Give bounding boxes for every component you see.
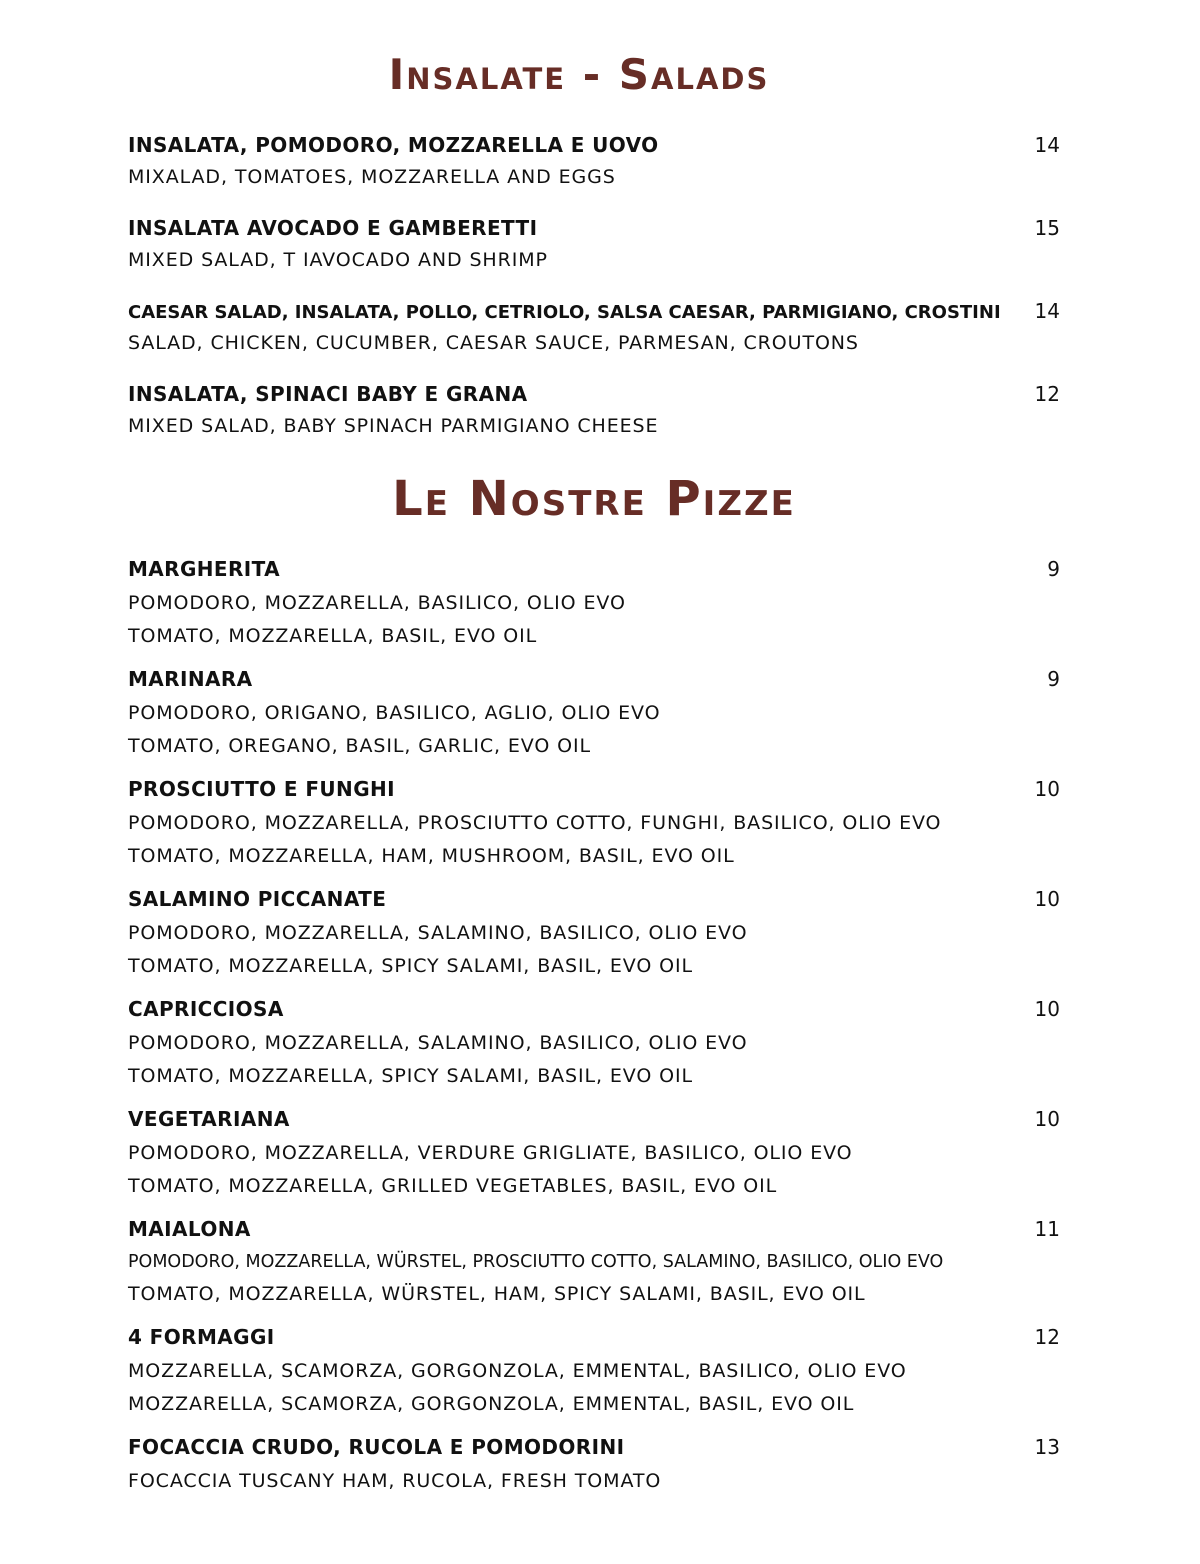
menu-item	[128, 133, 1060, 188]
item-description: MIXED SALAD, BABY SPINACH PARMIGIANO CHEESE	[128, 415, 659, 437]
menu-item	[128, 997, 1060, 1087]
menu-item	[128, 1107, 1060, 1197]
item-name: INSALATA AVOCADO E GAMBERETTI	[128, 216, 538, 240]
item-description-italian: MOZZARELLA, SCAMORZA, GORGONZOLA, EMMENTAL, BASILICO, OLIO EVO	[128, 1360, 907, 1382]
item-price: 12	[1034, 382, 1060, 406]
item-price: 14	[1034, 133, 1060, 157]
item-price: 14	[1034, 299, 1060, 323]
item-description-italian: POMODORO, MOZZARELLA, SALAMINO, BASILICO, OLIO EVO	[128, 922, 748, 944]
item-name: INSALATA, SPINACI BABY E GRANA	[128, 382, 528, 406]
section-title-pizze: Le Nostre Pizze	[392, 471, 796, 527]
item-price: 10	[1034, 997, 1060, 1021]
item-description-italian: POMODORO, MOZZARELLA, SALAMINO, BASILICO, OLIO EVO	[128, 1032, 748, 1054]
item-price: 9	[1047, 557, 1060, 581]
item-description-english: TOMATO, MOZZARELLA, SPICY SALAMI, BASIL, EVO OIL	[128, 955, 693, 977]
item-name: CAPRICCIOSA	[128, 997, 284, 1021]
item-description: MIXALAD, TOMATOES, MOZZARELLA AND EGGS	[128, 166, 616, 188]
item-description-english: TOMATO, MOZZARELLA, GRILLED VEGETABLES, BASIL, EVO OIL	[128, 1175, 778, 1197]
item-description-italian: POMODORO, ORIGANO, BASILICO, AGLIO, OLIO EVO	[128, 702, 661, 724]
menu-item	[128, 1217, 1060, 1305]
item-description: SALAD, CHICKEN, CUCUMBER, CAESAR SAUCE, PARMESAN, CROUTONS	[128, 332, 859, 354]
item-description-english: TOMATO, MOZZARELLA, HAM, MUSHROOM, BASIL, EVO OIL	[128, 845, 735, 867]
item-description: FOCACCIA TUSCANY HAM, RUCOLA, FRESH TOMATO	[128, 1470, 662, 1492]
item-description-italian: POMODORO, MOZZARELLA, BASILICO, OLIO EVO	[128, 592, 626, 614]
item-price: 13	[1034, 1435, 1060, 1459]
item-price: 10	[1034, 1107, 1060, 1131]
item-price: 12	[1034, 1325, 1060, 1349]
item-price: 15	[1034, 216, 1060, 240]
item-description-english: TOMATO, OREGANO, BASIL, GARLIC, EVO OIL	[128, 735, 591, 757]
item-name: PROSCIUTTO E FUNGHI	[128, 777, 395, 801]
item-name: INSALATA, POMODORO, MOZZARELLA E UOVO	[128, 133, 659, 157]
item-price: 10	[1034, 887, 1060, 911]
section-title-salads: Insalate - Salads	[388, 50, 770, 99]
item-name: 4 FORMAGGI	[128, 1325, 275, 1349]
item-description: MIXED SALAD, T IAVOCADO AND SHRIMP	[128, 249, 548, 271]
menu-item	[128, 216, 1060, 271]
item-description-english: TOMATO, MOZZARELLA, WÜRSTEL, HAM, SPICY SALAMI, BASIL, EVO OIL	[128, 1283, 866, 1305]
item-price: 11	[1034, 1217, 1060, 1241]
menu-item	[128, 1435, 1060, 1492]
item-description-english: MOZZARELLA, SCAMORZA, GORGONZOLA, EMMENTAL, BASIL, EVO OIL	[128, 1393, 855, 1415]
item-description-italian: POMODORO, MOZZARELLA, WÜRSTEL, PROSCIUTTO COTTO, SALAMINO, BASILICO, OLIO EVO	[128, 1252, 944, 1272]
item-price: 9	[1047, 667, 1060, 691]
item-name: VEGETARIANA	[128, 1107, 290, 1131]
item-description-english: TOMATO, MOZZARELLA, BASIL, EVO OIL	[128, 625, 538, 647]
menu-item	[128, 667, 1060, 757]
item-name: MARINARA	[128, 667, 253, 691]
menu-item	[128, 382, 1060, 437]
menu-item	[128, 777, 1060, 867]
item-name: MAIALONA	[128, 1217, 251, 1241]
item-name: SALAMINO PICCANATE	[128, 887, 387, 911]
item-name: CAESAR SALAD, INSALATA, POLLO, CETRIOLO, SALSA CAESAR, PARMIGIANO, CROSTINI	[128, 302, 1001, 323]
item-name: MARGHERITA	[128, 557, 281, 581]
item-description-italian: POMODORO, MOZZARELLA, VERDURE GRIGLIATE, BASILICO, OLIO EVO	[128, 1142, 853, 1164]
item-description-english: TOMATO, MOZZARELLA, SPICY SALAMI, BASIL, EVO OIL	[128, 1065, 693, 1087]
menu-item	[128, 1325, 1060, 1415]
item-description-italian: POMODORO, MOZZARELLA, PROSCIUTTO COTTO, FUNGHI, BASILICO, OLIO EVO	[128, 812, 942, 834]
menu-item	[128, 299, 1060, 354]
menu-item	[128, 557, 1060, 647]
item-price: 10	[1034, 777, 1060, 801]
item-name: FOCACCIA CRUDO, RUCOLA E POMODORINI	[128, 1435, 625, 1459]
menu-item	[128, 887, 1060, 977]
